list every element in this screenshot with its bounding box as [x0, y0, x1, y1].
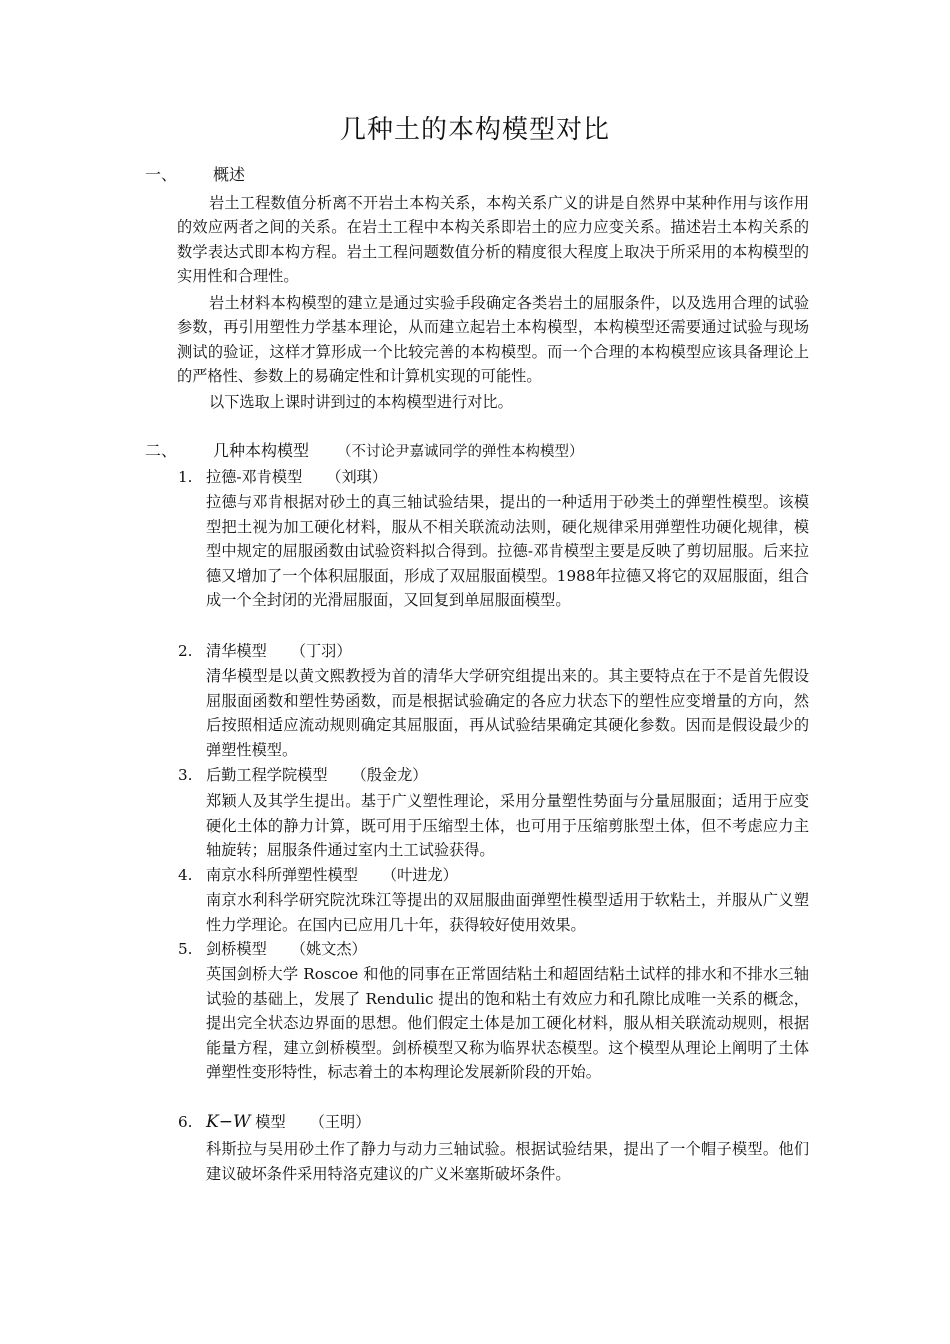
kw-model-symbol: K−W — [206, 1112, 251, 1132]
model-item-heading — [178, 640, 352, 662]
model-author: （殷金龙） — [351, 766, 428, 784]
model-name: 南京水科所弹塑性模型 — [206, 866, 358, 884]
item-number: 6. — [178, 1113, 193, 1131]
model-description: 南京水利科学研究院沈珠江等提出的双屈服曲面弹塑性模型适用于软粘土，并服从广义塑性力学理论。在国内已应用几十年，获得较好使用效果。 — [206, 891, 809, 934]
model-name: 模型 — [255, 1113, 286, 1131]
model-item-heading — [178, 864, 458, 886]
model-description: 郑颖人及其学生提出。基于广义塑性理论，采用分量塑性势面与分量屈服面；适用于应变硬化土体的静力计算，既可用于压缩型土体，也可用于压缩剪胀型土体，但不考虑应力主轴旋转；屈服条件通过室内土工试验获得。 — [206, 792, 809, 859]
document-title: 几种土的本构模型对比 — [339, 115, 610, 145]
model-name: 后勤工程学院模型 — [206, 766, 328, 784]
model-name: 清华模型 — [206, 642, 267, 660]
model-description: 拉德与邓肯根据对砂土的真三轴试验结果，提出的一种适用于砂类土的弹塑性模型。该模型把土视为加工硬化材料，服从不相关联流动法则，硬化规律采用弹塑性功硬化规律，模型中规定的屈服函数由试验资料拟合得到。拉德-邓肯模型主要是反映了剪切屈服。后来拉德又增加了一个体积屈服面，形成了双屈服面模型。1988年拉德又将它的双屈服面，组合成一个全封闭的光滑屈服面，又回复到单屈服面模型。 — [206, 493, 809, 609]
model-item-heading — [178, 764, 427, 786]
section-2-title: 几种本构模型 — [213, 441, 310, 460]
section-2-note: （不讨论尹嘉诚同学的弹性本构模型） — [337, 444, 584, 460]
intro-paragraph-3: 以下选取上课时讲到过的本构模型进行对比。 — [209, 393, 513, 411]
model-author: （姚文杰） — [290, 940, 367, 958]
model-description: 科斯拉与吴用砂土作了静力与动力三轴试验。根据试验结果，提出了一个帽子模型。他们建议破坏条件采用特洛克建议的广义米塞斯破坏条件。 — [206, 1140, 809, 1183]
model-item-heading — [178, 1111, 370, 1133]
section-2-number: 二、 — [145, 441, 178, 460]
item-number: 4. — [178, 866, 193, 884]
model-description: 清华模型是以黄文熙教授为首的清华大学研究组提出来的。其主要特点在于不是首先假设屈服面函数和塑性势函数，而是根据试验确定的各应力状态下的塑性应变增量的方向，然后按照相适应流动规则确定其屈服面，再从试验结果确定其硬化参数。因而是假设最少的弹塑性模型。 — [206, 667, 809, 759]
model-author: （刘琪） — [326, 468, 388, 486]
model-name: 拉德-邓肯模型 — [206, 468, 303, 486]
model-name: 剑桥模型 — [206, 940, 267, 958]
model-author: （丁羽） — [290, 642, 352, 660]
intro-paragraph-1: 岩土工程数值分析离不开岩土本构关系，本构关系广义的讲是自然界中某种作用与该作用的效应两者之间的关系。在岩土工程中本构关系即岩土的应力应变关系。描述岩土本构关系的数学表达式即本构方程。岩土工程问题数值分析的精度很大程度上取决于所采用的本构模型的实用性和合理性。 — [177, 194, 809, 285]
intro-paragraph-2: 岩土材料本构模型的建立是通过实验手段确定各类岩土的屈服条件，以及选用合理的试验参数，再引用塑性力学基本理论，从而建立起岩土本构模型，本构模型还需要通过试验与现场测试的验证，这样才算形成一个比较完善的本构模型。而一个合理的本构模型应该具备理论上的严格性、参数上的易确定性和计算机实现的可能性。 — [177, 294, 809, 385]
model-item-heading — [178, 466, 387, 488]
item-number: 5. — [178, 940, 193, 958]
section-1-title: 概述 — [213, 165, 246, 184]
model-author: （王明） — [309, 1113, 371, 1131]
section-1-heading — [145, 164, 245, 186]
item-number: 3. — [178, 766, 193, 784]
item-number: 2. — [178, 642, 193, 660]
model-author: （叶进龙） — [381, 866, 458, 884]
model-item-heading — [178, 938, 367, 960]
section-2-heading — [145, 440, 584, 463]
model-description: 英国剑桥大学 Roscoe 和他的同事在正常固结粘土和超固结粘土试样的排水和不排水三轴试验的基础上，发展了 Rendulic 提出的饱和粘土有效应力和孔隙比成唯一关系的概念，提出完全状态边界面的思想。他们假定土体是加工硬化材料，服从相关联流动规则，根据能量方程，建立剑桥模型。剑桥模型又称为临界状态模型。这个模型从理论上阐明了土体弹塑性变形特性，标志着土的本构理论发展新阶段的开始。 — [206, 965, 809, 1081]
section-1-number: 一、 — [145, 165, 178, 184]
item-number: 1. — [178, 468, 193, 486]
